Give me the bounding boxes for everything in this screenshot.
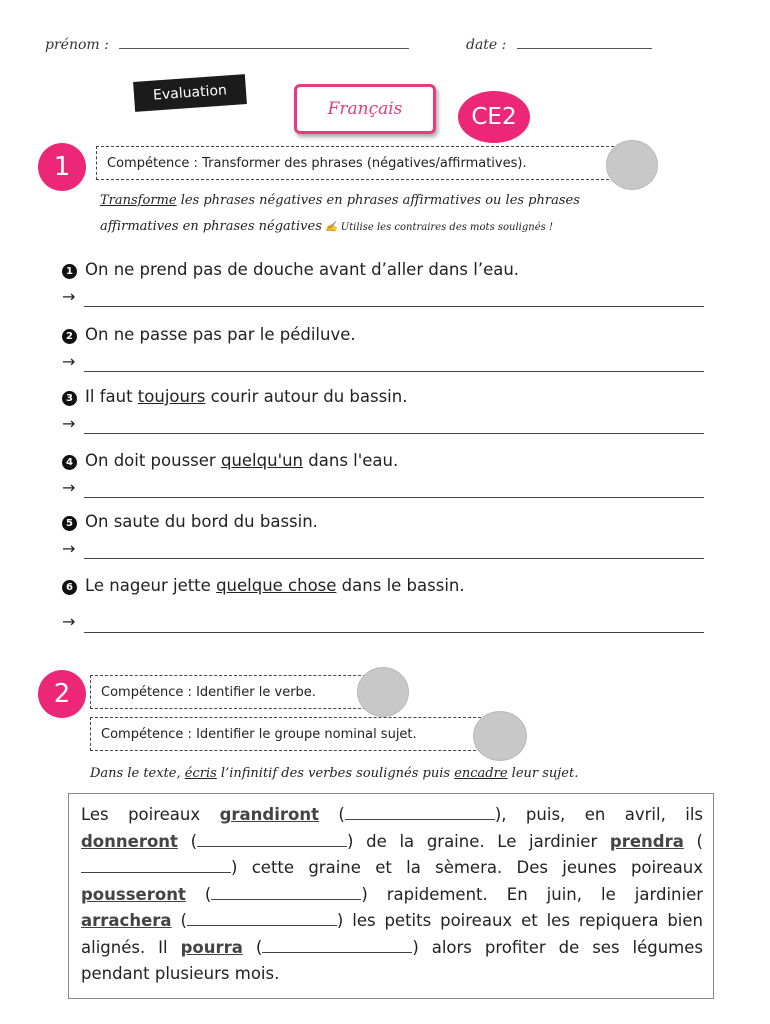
- self-assessment-circle-2a[interactable]: [357, 667, 409, 717]
- instruction-2-verb-encadre: encadre: [454, 766, 508, 781]
- competence-2b-text: Compétence : Identifier le groupe nominal sujet.: [101, 726, 417, 742]
- verb-donneront: donneront: [81, 831, 178, 851]
- competence-2b-box: [90, 717, 496, 751]
- date-field[interactable]: [466, 37, 652, 53]
- instruction-1: Transforme les phrases négatives en phrases affirmatives ou les phrases affirmatives en phrases négatives ✍ Utilise les contraires des mots soulignés !: [100, 193, 580, 234]
- arrow-4: →: [62, 478, 76, 497]
- sentence-4: 4 On doit pousser quelqu'un dans l'eau.: [62, 451, 398, 470]
- arrow-5: →: [62, 539, 76, 558]
- level-badge: CE2: [458, 91, 530, 143]
- infinitive-blank-6[interactable]: [262, 940, 412, 953]
- date-line: [517, 38, 652, 49]
- infinitive-blank-2[interactable]: [197, 834, 347, 847]
- sentence-1: 1 On ne prend pas de douche avant d’aller dans l’eau.: [62, 260, 519, 279]
- subject-title: Français: [294, 84, 436, 134]
- sentence-6: 6 Le nageur jette quelque chose dans le bassin.: [62, 576, 465, 595]
- competence-2a-box: [90, 675, 376, 709]
- instruction-1-hint: ✍ Utilise les contraires des mots soulignés !: [321, 222, 553, 233]
- answer-line-4[interactable]: [84, 497, 704, 498]
- verb-prendra: prendra: [609, 831, 684, 851]
- answer-line-3[interactable]: [84, 433, 704, 434]
- instruction-1-verb: Transforme: [100, 193, 177, 208]
- instruction-2-verb-ecris: écris: [184, 766, 217, 781]
- firstname-label: prénom :: [45, 37, 109, 53]
- infinitive-blank-4[interactable]: [211, 887, 361, 900]
- sentence-5: 5 On saute du bord du bassin.: [62, 512, 318, 531]
- answer-line-1[interactable]: [84, 306, 704, 307]
- instruction-2: Dans le texte, écris l’infinitif des verbes soulignés puis encadre leur sujet.: [90, 766, 579, 781]
- infinitive-blank-1[interactable]: [345, 807, 495, 820]
- verb-grandiront: grandiront: [219, 805, 319, 824]
- date-label: date :: [466, 37, 507, 53]
- firstname-line: [119, 38, 409, 49]
- firstname-field[interactable]: [45, 37, 409, 53]
- answer-line-5[interactable]: [84, 558, 704, 559]
- sentence-3: 3 Il faut toujours courir autour du bassin.: [62, 387, 407, 406]
- verb-arrachera: arrachera: [81, 911, 172, 930]
- exercise-1-number: 1: [38, 143, 86, 191]
- competence-2a-text: Compétence : Identifier le verbe.: [101, 684, 316, 700]
- verb-pousseront: pousseront: [81, 884, 186, 904]
- arrow-2: →: [62, 352, 76, 371]
- competence-1-box: [96, 146, 634, 180]
- answer-line-2[interactable]: [84, 371, 704, 372]
- evaluation-badge: Evaluation: [133, 74, 247, 112]
- reading-text-box: Les poireaux grandiront ( ), puis, en avril, ils donneront ( ) de la graine. Le jardinier prendra () cette graine et la sèmera. Des jeunes poireaux pousseront ( ) rapidement. En juin, le jardinier arrachera ( ) les petits poireaux et les repiquera bien alignés. Il pourra ( ) alors profiter de ses légumes pendant plusieurs mois.: [68, 793, 714, 999]
- competence-1-text: Compétence : Transformer des phrases (négatives/affirmatives).: [107, 155, 527, 171]
- verb-pourra: pourra: [180, 937, 243, 957]
- self-assessment-circle-1[interactable]: [606, 140, 658, 190]
- arrow-3: →: [62, 414, 76, 433]
- arrow-1: →: [62, 287, 76, 306]
- infinitive-blank-3[interactable]: [81, 860, 231, 873]
- sentence-2: 2 On ne passe pas par le pédiluve.: [62, 325, 356, 344]
- exercise-2-number: 2: [38, 670, 86, 718]
- arrow-6: →: [62, 612, 76, 631]
- infinitive-blank-5[interactable]: [187, 913, 337, 926]
- answer-line-6[interactable]: [84, 632, 704, 633]
- self-assessment-circle-2b[interactable]: [473, 711, 527, 761]
